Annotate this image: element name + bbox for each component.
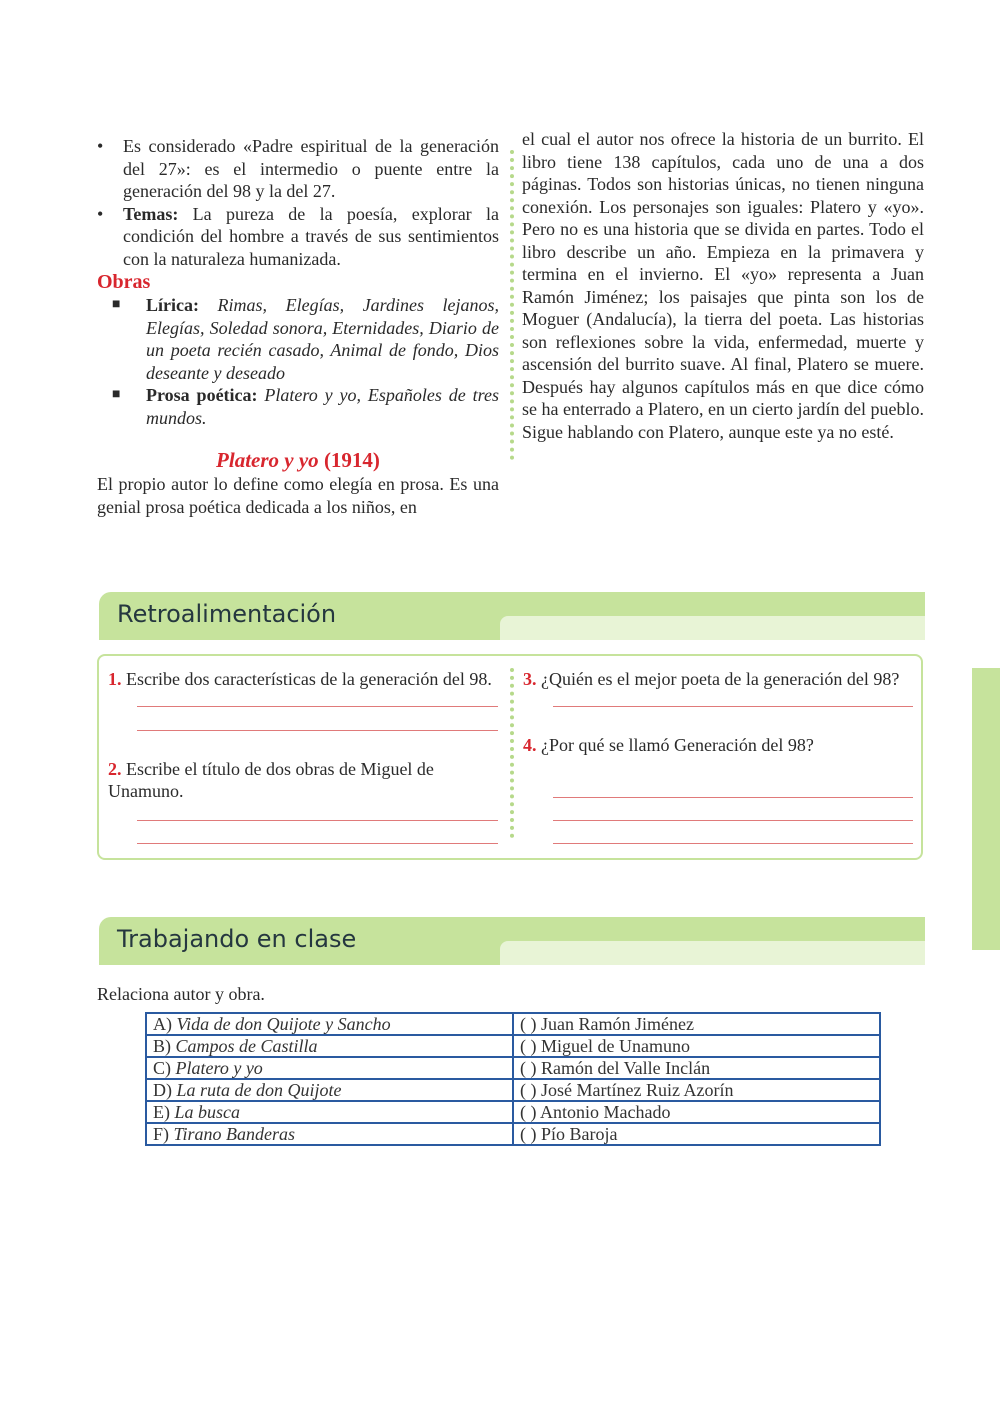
author-cell[interactable]: ( ) José Martínez Ruiz Azorín [513, 1079, 880, 1101]
author-cell[interactable]: ( ) Ramón del Valle Inclán [513, 1057, 880, 1079]
answer-line-q4c[interactable] [553, 843, 913, 844]
obras-prosa [97, 384, 499, 429]
work-letter: D) [153, 1080, 177, 1100]
work-title: Tirano Banderas [173, 1124, 296, 1144]
work-letter: B) [153, 1036, 176, 1056]
platero-intro: El propio autor lo define como elegía en prosa. Es una genial prosa poética dedicada a los niños, en [97, 474, 499, 517]
answer-line-q1a[interactable] [137, 706, 498, 707]
platero-heading [97, 447, 499, 473]
q1-number: 1. [108, 669, 122, 689]
work-cell [146, 1013, 513, 1035]
question-4 [523, 734, 915, 756]
match-table [145, 1012, 881, 1146]
work-title: La busca [174, 1102, 241, 1122]
clase-instruction: Relaciona autor y obra. [97, 984, 265, 1004]
work-letter: E) [153, 1102, 175, 1122]
answer-line-q2b[interactable] [137, 843, 498, 844]
clase-title: Trabajando en clase [117, 925, 357, 953]
author-cell[interactable]: ( ) Antonio Machado [513, 1101, 880, 1123]
q2-text: Escribe el título de dos obras de Miguel de Unamuno. [108, 759, 434, 801]
table-row [146, 1079, 880, 1101]
prosa-text: Platero y yo, Españoles de tres mundos. [146, 385, 499, 428]
q2-number: 2. [108, 759, 122, 779]
square-bullet-icon: ■ [112, 387, 121, 402]
work-cell [146, 1035, 513, 1057]
author-cell[interactable]: ( ) Miguel de Unamuno [513, 1035, 880, 1057]
author-cell[interactable]: ( ) Pío Baroja [513, 1123, 880, 1145]
work-letter: F) [153, 1124, 174, 1144]
column-divider [510, 150, 514, 460]
square-bullet-icon: ■ [112, 297, 121, 312]
obras-heading: Obras [97, 271, 151, 293]
left-column [97, 135, 499, 518]
question-3 [523, 668, 915, 690]
retro-divider [510, 668, 514, 838]
work-title: La ruta de don Quijote [176, 1080, 342, 1100]
temas-text: La pureza de la poesía, explorar la condición del hombre a través de sus sentimientos con la naturaleza humanizada. [123, 203, 499, 269]
bullet-text: Es considerado «Padre espiritual de la generación del 27»: es el intermedio o puente entre la generación del 98 y la del 27. [123, 136, 499, 201]
work-cell [146, 1057, 513, 1079]
author-cell[interactable]: ( ) Juan Ramón Jiménez [513, 1013, 880, 1035]
q4-number: 4. [523, 735, 537, 755]
retro-banner [99, 592, 925, 640]
table-row [146, 1013, 880, 1035]
retro-title: Retroalimentación [117, 600, 337, 628]
platero-year: (1914) [323, 448, 380, 472]
q4-text: ¿Por qué se llamó Generación del 98? [541, 735, 814, 755]
bullet-dot-icon: • [97, 136, 104, 156]
work-letter: C) [153, 1058, 176, 1078]
question-1 [108, 668, 508, 690]
obras-lirica [97, 294, 499, 384]
answer-line-q4a[interactable] [553, 797, 913, 798]
table-row [146, 1123, 880, 1145]
work-title: Vida de don Quijote y Sancho [176, 1014, 391, 1034]
work-cell [146, 1123, 513, 1145]
table-row [146, 1057, 880, 1079]
answer-line-q2a[interactable] [137, 820, 498, 821]
answer-line-q4b[interactable] [553, 820, 913, 821]
prosa-label: Prosa poética: [146, 385, 258, 405]
table-row [146, 1101, 880, 1123]
right-column [522, 128, 924, 443]
clase-banner [99, 917, 925, 965]
bullet-temas [97, 203, 499, 271]
answer-line-q1b[interactable] [137, 730, 498, 731]
bullet-padre-espiritual [97, 135, 499, 203]
platero-description: el cual el autor nos ofrece la historia de un burrito. El libro tiene 138 capítulos, cada uno de una a dos páginas. Todos son historias únicas, no tienen ninguna conexión. Los personajes son iguales: Platero y «yo». Pero no es una historia que se divida en partes. Todo el libro describe un año. Empieza en la primavera y termina en el invierno. El «yo» representa a Juan Ramón Jiménez; los paisajes que pinta son los de Moguer (Andalucía), la tierra del poeta. Las historias son reflexiones sobre la vida, enfermedad, muerte y ascensión del burrito suave. Al final, Platero se muere. Después hay algunos capítulos más en que dice cómo se ha enterrado a Platero, en un cierto jardín del pueblo. Sigue hablando con Platero, aunque este ya no esté. [522, 129, 924, 442]
banner-accent [500, 941, 925, 965]
lirica-text: Rimas, Elegías, Jardines lejanos, Elegías, Soledad sonora, Eternidades, Diario de un poeta recién casado, Animal de fondo, Dios deseante y deseado [146, 295, 500, 383]
answer-line-q3[interactable] [553, 706, 913, 707]
platero-title: Platero y yo [216, 448, 319, 472]
work-cell [146, 1101, 513, 1123]
work-letter: A) [153, 1014, 177, 1034]
work-title: Platero y yo [175, 1058, 263, 1078]
banner-accent [500, 616, 925, 640]
lirica-label: Lírica: [146, 295, 199, 315]
bullet-dot-icon: • [97, 203, 104, 224]
work-cell [146, 1079, 513, 1101]
page-side-tab [972, 668, 1000, 950]
question-2 [108, 758, 508, 802]
q1-text: Escribe dos características de la generación del 98. [126, 669, 492, 689]
temas-label: Temas: [123, 203, 179, 224]
table-row [146, 1035, 880, 1057]
q3-text: ¿Quién es el mejor poeta de la generación del 98? [541, 669, 900, 689]
q3-number: 3. [523, 669, 537, 689]
work-title: Campos de Castilla [175, 1036, 318, 1056]
